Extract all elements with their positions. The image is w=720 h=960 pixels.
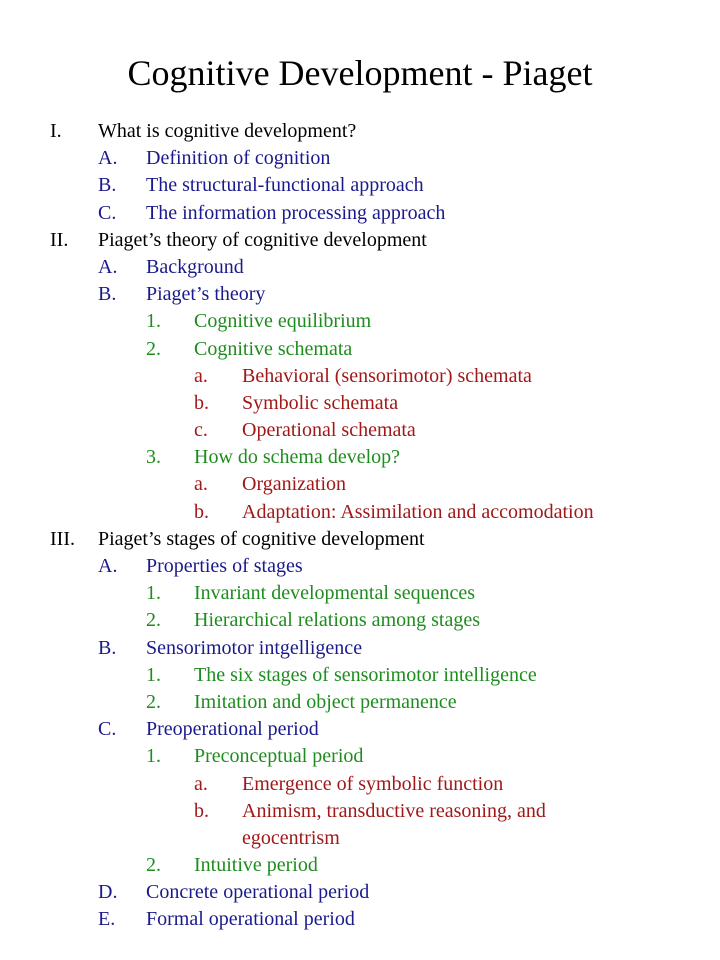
outline-marker: a. [194, 772, 208, 795]
outline-item [0, 118, 720, 145]
outline-text: Adaptation: Assimilation and accomodation [242, 500, 594, 523]
outline-marker: D. [98, 881, 118, 904]
outline-item [0, 607, 720, 634]
outline-item [0, 390, 720, 417]
outline-marker: B. [98, 283, 117, 306]
outline-text: Definition of cognition [146, 147, 331, 170]
outline-marker: I. [50, 120, 62, 142]
outline-item [0, 716, 720, 743]
page-title: Cognitive Development - Piaget [127, 53, 593, 93]
outline-text: Preconceptual period [194, 745, 364, 768]
outline-text: Operational schemata [242, 419, 416, 442]
outline-marker: 3. [146, 446, 161, 469]
outline-item [0, 200, 720, 227]
outline-marker: a. [194, 364, 208, 387]
outline-item [0, 281, 720, 308]
outline-marker: 2. [146, 690, 161, 713]
outline-item [0, 499, 720, 526]
outline-text: Emergence of symbolic function [242, 772, 504, 795]
outline-marker: C. [98, 718, 117, 741]
outline-text: Organization [242, 473, 347, 496]
outline-text: Formal operational period [146, 908, 355, 931]
outline-text: Hierarchical relations among stages [194, 609, 480, 632]
outline-item [0, 906, 720, 933]
outline-item [0, 254, 720, 281]
outline-item [0, 336, 720, 363]
outline-marker: E. [98, 908, 116, 931]
outline-marker: B. [98, 636, 117, 659]
outline-marker: b. [194, 391, 209, 414]
outline-item [0, 662, 720, 689]
outline-item [0, 417, 720, 444]
outline-text: Piaget’s stages of cognitive development [98, 527, 425, 550]
outline-marker: II. [50, 228, 69, 251]
outline-marker: a. [194, 473, 208, 496]
outline-marker: B. [98, 174, 117, 197]
outline-item [0, 879, 720, 906]
outline-marker: 1. [146, 663, 161, 686]
outline-item [0, 852, 720, 879]
outline-text: What is cognitive development? [98, 120, 357, 142]
outline-item [0, 743, 720, 770]
outline-marker: III. [50, 527, 75, 550]
outline-marker: A. [98, 255, 118, 278]
outline-item [0, 798, 720, 852]
outline-marker: A. [98, 555, 118, 577]
outline-text: Cognitive schemata [194, 337, 353, 360]
outline-item [0, 689, 720, 716]
outline-text: Sensorimotor intgelligence [146, 636, 363, 659]
outline-item [0, 471, 720, 498]
outline-item [0, 771, 720, 798]
outline-item [0, 635, 720, 662]
outline-marker: A. [98, 147, 118, 170]
outline-marker: 1. [146, 582, 161, 605]
outline-text: The information processing approach [146, 201, 446, 224]
outline-text: Intuitive period [194, 854, 318, 877]
outline-marker: 2. [146, 337, 161, 360]
outline-marker: C. [98, 201, 117, 224]
outline-text: Piaget’s theory of cognitive development [98, 228, 427, 251]
outline-marker: 1. [146, 310, 161, 333]
outline-item [0, 553, 720, 580]
outline-text: Animism, transductive reasoning, and egocentrism [242, 799, 546, 849]
outline-marker: b. [194, 799, 209, 822]
outline-text: Cognitive equilibrium [194, 310, 372, 333]
outline-text: Properties of stages [146, 555, 303, 577]
outline-text: The structural-functional approach [146, 174, 424, 197]
outline-marker: b. [194, 500, 209, 523]
outline-text: Concrete operational period [146, 881, 370, 904]
outline-text: Piaget’s theory [146, 283, 266, 306]
outline-item [0, 526, 720, 553]
outline-item [0, 580, 720, 607]
outline-marker: 2. [146, 854, 161, 877]
outline-marker: 2. [146, 609, 161, 632]
outline-text: Invariant developmental sequences [194, 582, 475, 605]
outline-item [0, 363, 720, 390]
outline-list [0, 118, 720, 934]
outline-item [0, 308, 720, 335]
outline-text: Background [146, 255, 244, 278]
outline-text: Symbolic schemata [242, 391, 399, 414]
outline-item [0, 444, 720, 471]
outline-text: How do schema develop? [194, 446, 401, 469]
outline-item [0, 172, 720, 199]
outline-marker: c. [194, 419, 208, 442]
outline-text: The six stages of sensorimotor intelligence [194, 663, 537, 686]
outline-marker: 1. [146, 745, 161, 768]
outline-text: Preoperational period [146, 718, 319, 741]
outline-item [0, 227, 720, 254]
outline-text: Imitation and object permanence [194, 690, 457, 713]
outline-text: Behavioral (sensorimotor) schemata [242, 364, 532, 387]
outline-item [0, 145, 720, 172]
